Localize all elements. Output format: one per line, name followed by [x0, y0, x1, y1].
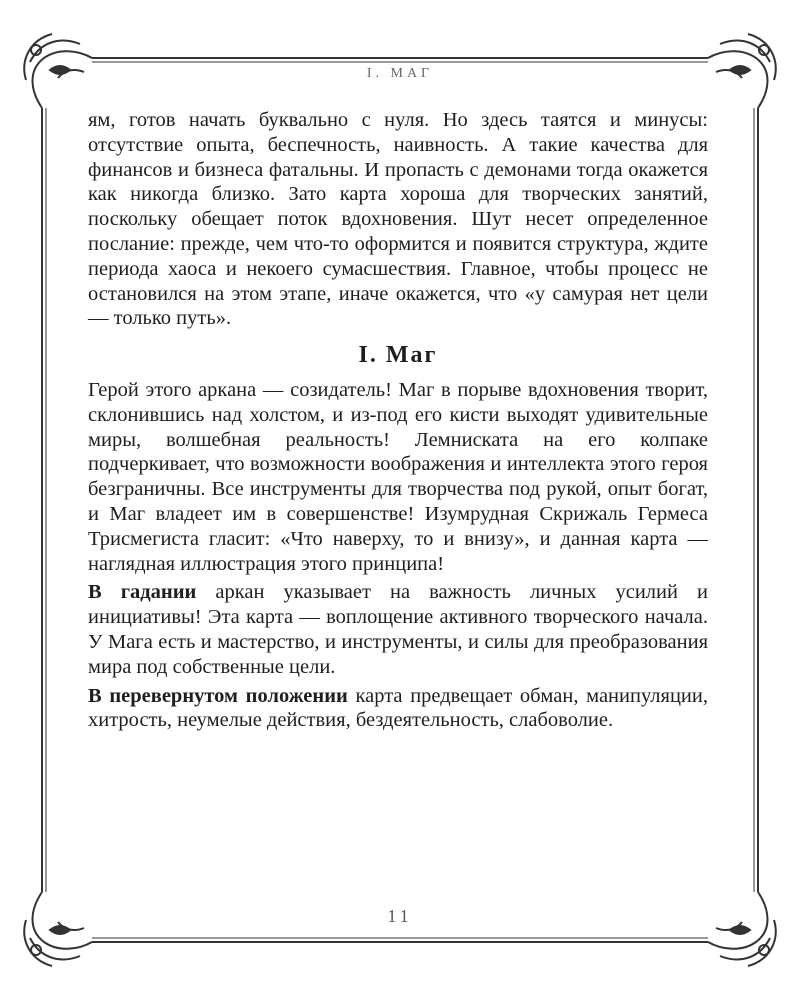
reversed-lead: В перевернутом положении	[88, 684, 348, 707]
continuation-paragraph: ям, готов начать буквально с нуля. Но здесь таятся и минусы: отсутствие опыта, беспечность, наивность. А такие качества для финансов и бизнеса фатальны. И пропасть с демонами тогда окажется как никогда близко. Зато карта хороша для творческих занятий, поскольку обещает поток вдохновения. Шут несет определенное послание: прежде, чем что-то оформится и появится структура, ждите периода хаоса и некоего сумасшествия. Главное, чтобы процесс не остановился на этом этапе, иначе окажется, что «у самурая нет цели — только путь».	[88, 109, 708, 330]
section-title: I. Маг	[358, 342, 438, 369]
page-number: 11	[387, 906, 413, 926]
corner-ornament-bottom-right	[708, 892, 776, 966]
corner-ornament-bottom-left	[24, 892, 92, 966]
reversed-text: карта предвещает обман, манипуляции, хитрость, неумелые действия, бездеятельность, слабоволие.	[88, 684, 708, 732]
divination-paragraph	[88, 580, 708, 679]
page-body	[88, 108, 708, 737]
running-header: I. МАГ	[366, 66, 434, 81]
divination-lead: В гадании	[88, 581, 197, 604]
reversed-paragraph	[88, 684, 708, 734]
intro-paragraph: Герой этого аркана — созидатель! Маг в порыве вдохновения творит, склонившись над холстом, и из-под его кисти выходят удивительные миры, волшебная реальность! Лемниската на его колпаке подчеркивает, что возможности воображения и интеллекта этого героя безграничны. Все инструменты для творчества под рукой, опыт богат, и Маг владеет им в совершенстве! Изумрудная Скрижаль Гермеса Трисмегиста гласит: «Что наверху, то и внизу», и данная карта — наглядная иллюстрация этого принципа!	[88, 378, 708, 575]
divination-text: аркан указывает на важность личных усилий и инициативы! Эта карта — воплощение активного творческого начала. У Мага есть и мастерство, и инструменты, и силы для преобразования мира под собственные цели.	[88, 581, 708, 678]
